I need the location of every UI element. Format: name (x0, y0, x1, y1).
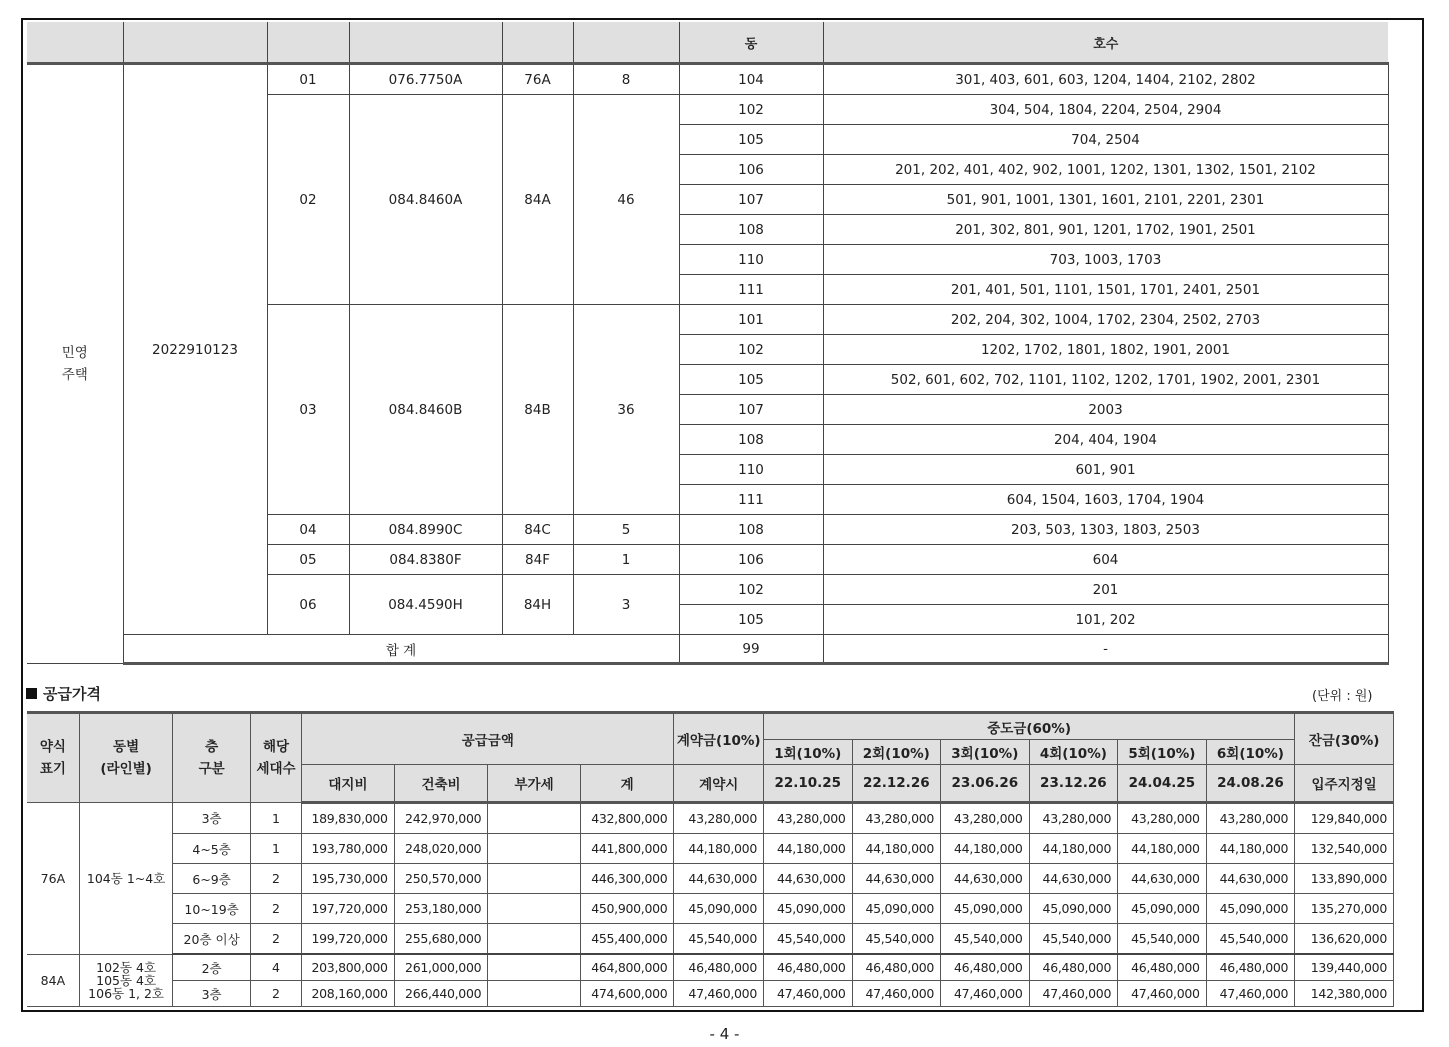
price-balance: 133,890,000 (1295, 864, 1394, 894)
price-mid-5: 45,090,000 (1118, 894, 1207, 924)
price-units: 2 (250, 894, 301, 924)
price-mid-6: 47,460,000 (1206, 981, 1295, 1007)
header-abbr: 약식 표기 (27, 713, 79, 803)
table1-header-5 (573, 22, 679, 64)
ho-list: 704, 2504 (823, 125, 1388, 155)
price-mid-3: 45,090,000 (941, 894, 1030, 924)
ho-list: 201, 302, 801, 901, 1201, 1702, 1901, 2501 (823, 215, 1388, 245)
header-vat: 부가세 (488, 765, 581, 803)
ho-list: 101, 202 (823, 605, 1388, 635)
price-units: 2 (250, 981, 301, 1007)
price-floor: 3층 (173, 981, 250, 1007)
area: 084.8380F (349, 545, 502, 575)
price-contract: 45,090,000 (674, 894, 764, 924)
price-floor: 10~19층 (173, 894, 250, 924)
price-mid-3: 44,180,000 (941, 834, 1030, 864)
area: 084.8460B (349, 305, 502, 515)
price-balance: 142,380,000 (1295, 981, 1394, 1007)
price-vat (488, 981, 581, 1007)
unit-note: (단위 : 원) (1312, 689, 1373, 704)
price-abbr: 84A (27, 954, 79, 1007)
ho-list: 202, 204, 302, 1004, 1702, 2304, 2502, 2703 (823, 305, 1388, 335)
header-supply: 공급금액 (302, 713, 674, 765)
total-dong: - (823, 635, 1388, 664)
table2-header-row-1 (27, 713, 1394, 740)
header-units: 해당 세대수 (250, 713, 301, 803)
ho-list: 703, 1003, 1703 (823, 245, 1388, 275)
area: 084.8460A (349, 95, 502, 305)
price-mid-5: 44,630,000 (1118, 864, 1207, 894)
price-mid-3: 43,280,000 (941, 803, 1030, 834)
price-mid-1: 43,280,000 (764, 803, 853, 834)
price-building: 250,570,000 (394, 864, 488, 894)
price-mid-1: 46,480,000 (764, 954, 853, 981)
page-number: - 4 - (709, 1025, 740, 1043)
price-mid-5: 45,540,000 (1118, 924, 1207, 955)
price-row (27, 894, 1394, 924)
unit-count: 3 (573, 575, 679, 635)
price-balance: 139,440,000 (1295, 954, 1394, 981)
dong: 111 (679, 275, 823, 305)
price-total: 432,800,000 (580, 803, 674, 834)
dong: 107 (679, 395, 823, 425)
price-mid-3: 47,460,000 (941, 981, 1030, 1007)
header-floor: 층 구분 (173, 713, 250, 803)
header-land: 대지비 (302, 765, 395, 803)
price-mid-1: 44,630,000 (764, 864, 853, 894)
price-vat (488, 924, 581, 955)
unit-type: 84C (502, 515, 573, 545)
installment-label-1: 1회(10%) (764, 740, 853, 765)
price-balance: 129,840,000 (1295, 803, 1394, 834)
ho-list: 2003 (823, 395, 1388, 425)
price-mid-4: 45,540,000 (1029, 924, 1118, 955)
unit-count: 8 (573, 64, 679, 95)
price-mid-4: 47,460,000 (1029, 981, 1118, 1007)
price-floor: 3층 (173, 803, 250, 834)
dong: 102 (679, 335, 823, 365)
installment-date-5: 24.04.25 (1118, 765, 1207, 803)
price-vat (488, 834, 581, 864)
price-land: 189,830,000 (302, 803, 395, 834)
model-no: 04 (267, 515, 349, 545)
total-count: 99 (679, 635, 823, 664)
price-row (27, 803, 1394, 834)
price-balance: 132,540,000 (1295, 834, 1394, 864)
model-no: 02 (267, 95, 349, 305)
price-floor: 2층 (173, 954, 250, 981)
price-units: 4 (250, 954, 301, 981)
price-mid-2: 45,540,000 (852, 924, 941, 955)
price-building: 242,970,000 (394, 803, 488, 834)
price-row (27, 924, 1394, 955)
price-mid-6: 45,540,000 (1206, 924, 1295, 955)
price-row (27, 954, 1394, 981)
ho-list: 604, 1504, 1603, 1704, 1904 (823, 485, 1388, 515)
price-balance: 135,270,000 (1295, 894, 1394, 924)
table1-header-3 (349, 22, 502, 64)
ho-list: 203, 503, 1303, 1803, 2503 (823, 515, 1388, 545)
price-mid-3: 46,480,000 (941, 954, 1030, 981)
unit-type: 84H (502, 575, 573, 635)
dong: 105 (679, 605, 823, 635)
dong: 105 (679, 365, 823, 395)
price-mid-5: 47,460,000 (1118, 981, 1207, 1007)
header-middle: 중도금(60%) (764, 713, 1295, 740)
price-mid-4: 46,480,000 (1029, 954, 1118, 981)
dong: 106 (679, 545, 823, 575)
area: 084.8990C (349, 515, 502, 545)
price-mid-3: 45,540,000 (941, 924, 1030, 955)
ho-list: 1202, 1702, 1801, 1802, 1901, 2001 (823, 335, 1388, 365)
price-mid-2: 43,280,000 (852, 803, 941, 834)
price-mid-5: 46,480,000 (1118, 954, 1207, 981)
price-dong-line: 102동 4호 105동 4호 106동 1, 2호 (79, 954, 173, 1007)
price-vat (488, 864, 581, 894)
table1-header-4 (502, 22, 573, 64)
price-mid-5: 44,180,000 (1118, 834, 1207, 864)
ho-list: 204, 404, 1904 (823, 425, 1388, 455)
price-units: 2 (250, 924, 301, 955)
price-mid-2: 47,460,000 (852, 981, 941, 1007)
ho-list: 301, 403, 601, 603, 1204, 1404, 2102, 2802 (823, 64, 1388, 95)
price-contract: 44,630,000 (674, 864, 764, 894)
price-row (27, 981, 1394, 1007)
table1-header-1 (123, 22, 267, 64)
dong: 108 (679, 215, 823, 245)
price-floor: 20층 이상 (173, 924, 250, 955)
unit-type: 76A (502, 64, 573, 95)
installment-date-6: 24.08.26 (1206, 765, 1295, 803)
unit-type: 84A (502, 95, 573, 305)
installment-label-6: 6회(10%) (1206, 740, 1295, 765)
installment-label-5: 5회(10%) (1118, 740, 1207, 765)
installment-label-2: 2회(10%) (852, 740, 941, 765)
price-floor: 4~5층 (173, 834, 250, 864)
price-building: 266,440,000 (394, 981, 488, 1007)
table1-total-row (27, 635, 1388, 664)
dong: 108 (679, 515, 823, 545)
price-units: 1 (250, 834, 301, 864)
price-mid-5: 43,280,000 (1118, 803, 1207, 834)
price-mid-6: 44,630,000 (1206, 864, 1295, 894)
header-building: 건축비 (394, 765, 488, 803)
price-building: 261,000,000 (394, 954, 488, 981)
price-contract: 43,280,000 (674, 803, 764, 834)
price-mid-6: 44,180,000 (1206, 834, 1295, 864)
supply-price-table (27, 711, 1394, 1007)
price-building: 255,680,000 (394, 924, 488, 955)
price-mid-4: 45,090,000 (1029, 894, 1118, 924)
table1-row (27, 64, 1388, 95)
price-contract: 44,180,000 (674, 834, 764, 864)
price-vat (488, 803, 581, 834)
price-mid-1: 47,460,000 (764, 981, 853, 1007)
section-title (26, 683, 101, 704)
price-mid-4: 43,280,000 (1029, 803, 1118, 834)
area: 076.7750A (349, 64, 502, 95)
price-mid-4: 44,630,000 (1029, 864, 1118, 894)
price-mid-1: 45,540,000 (764, 924, 853, 955)
header-contract: 계약금(10%) (674, 713, 764, 765)
ho-list: 201, 401, 501, 1101, 1501, 1701, 2401, 2501 (823, 275, 1388, 305)
installment-date-3: 23.06.26 (941, 765, 1030, 803)
price-mid-1: 44,180,000 (764, 834, 853, 864)
unit-count: 1 (573, 545, 679, 575)
price-total: 474,600,000 (580, 981, 674, 1007)
unit-type: 84F (502, 545, 573, 575)
price-land: 193,780,000 (302, 834, 395, 864)
price-units: 2 (250, 864, 301, 894)
ho-list: 201, 202, 401, 402, 902, 1001, 1202, 1301, 1302, 1501, 2102 (823, 155, 1388, 185)
price-row (27, 864, 1394, 894)
header-balance: 잔금(30%) (1295, 713, 1394, 765)
price-units: 1 (250, 803, 301, 834)
dong: 102 (679, 95, 823, 125)
model-no: 06 (267, 575, 349, 635)
total-label: 합 계 (123, 635, 679, 664)
table1-header-row (27, 22, 1388, 64)
price-mid-1: 45,090,000 (764, 894, 853, 924)
complex-id: 2022910123 (123, 64, 267, 635)
ho-list: 604 (823, 545, 1388, 575)
installment-label-4: 4회(10%) (1029, 740, 1118, 765)
model-no: 03 (267, 305, 349, 515)
price-mid-2: 44,180,000 (852, 834, 941, 864)
installment-date-4: 23.12.26 (1029, 765, 1118, 803)
price-land: 208,160,000 (302, 981, 395, 1007)
dong: 105 (679, 125, 823, 155)
model-no: 05 (267, 545, 349, 575)
price-mid-3: 44,630,000 (941, 864, 1030, 894)
dong: 110 (679, 455, 823, 485)
price-building: 248,020,000 (394, 834, 488, 864)
price-floor: 6~9층 (173, 864, 250, 894)
price-mid-2: 46,480,000 (852, 954, 941, 981)
price-mid-6: 46,480,000 (1206, 954, 1295, 981)
price-total: 455,400,000 (580, 924, 674, 955)
installment-label-3: 3회(10%) (941, 740, 1030, 765)
unit-count: 36 (573, 305, 679, 515)
dong: 111 (679, 485, 823, 515)
section-title-text: 공급가격 (43, 685, 101, 703)
price-contract: 47,460,000 (674, 981, 764, 1007)
price-total: 446,300,000 (580, 864, 674, 894)
unit-type: 84B (502, 305, 573, 515)
ho-list: 501, 901, 1001, 1301, 1601, 2101, 2201, 2301 (823, 185, 1388, 215)
ho-list: 304, 504, 1804, 2204, 2504, 2904 (823, 95, 1388, 125)
price-mid-6: 43,280,000 (1206, 803, 1295, 834)
price-vat (488, 894, 581, 924)
price-mid-2: 45,090,000 (852, 894, 941, 924)
ho-list: 601, 901 (823, 455, 1388, 485)
price-total: 450,900,000 (580, 894, 674, 924)
price-land: 203,800,000 (302, 954, 395, 981)
dong: 108 (679, 425, 823, 455)
price-balance: 136,620,000 (1295, 924, 1394, 955)
dong: 107 (679, 185, 823, 215)
price-total: 464,800,000 (580, 954, 674, 981)
price-land: 195,730,000 (302, 864, 395, 894)
price-land: 197,720,000 (302, 894, 395, 924)
area: 084.4590H (349, 575, 502, 635)
dong: 101 (679, 305, 823, 335)
price-mid-2: 44,630,000 (852, 864, 941, 894)
price-building: 253,180,000 (394, 894, 488, 924)
dong: 104 (679, 64, 823, 95)
price-mid-6: 45,090,000 (1206, 894, 1295, 924)
square-bullet-icon (26, 688, 37, 699)
dong: 106 (679, 155, 823, 185)
table1-header-7: 호수 (823, 22, 1388, 64)
price-total: 441,800,000 (580, 834, 674, 864)
table1-header-2 (267, 22, 349, 64)
dong: 102 (679, 575, 823, 605)
price-dong-line: 104동 1~4호 (79, 803, 173, 955)
header-contract-sub: 계약시 (674, 765, 764, 803)
unit-count: 46 (573, 95, 679, 305)
dong: 110 (679, 245, 823, 275)
price-row (27, 834, 1394, 864)
unit-count: 5 (573, 515, 679, 545)
price-mid-4: 44,180,000 (1029, 834, 1118, 864)
table1-header-0 (27, 22, 123, 64)
installment-date-2: 22.12.26 (852, 765, 941, 803)
header-dong-line: 동별 (라인별) (79, 713, 173, 803)
price-land: 199,720,000 (302, 924, 395, 955)
housing-type: 민영 주택 (27, 64, 123, 664)
price-abbr: 76A (27, 803, 79, 955)
header-balance-sub: 입주지정일 (1295, 765, 1394, 803)
price-contract: 45,540,000 (674, 924, 764, 955)
installment-date-1: 22.10.25 (764, 765, 853, 803)
price-contract: 46,480,000 (674, 954, 764, 981)
unit-allocation-table (27, 22, 1389, 665)
ho-list: 201 (823, 575, 1388, 605)
table1-header-6: 동 (679, 22, 823, 64)
model-no: 01 (267, 64, 349, 95)
price-vat (488, 954, 581, 981)
ho-list: 502, 601, 602, 702, 1101, 1102, 1202, 1701, 1902, 2001, 2301 (823, 365, 1388, 395)
header-total: 계 (580, 765, 674, 803)
